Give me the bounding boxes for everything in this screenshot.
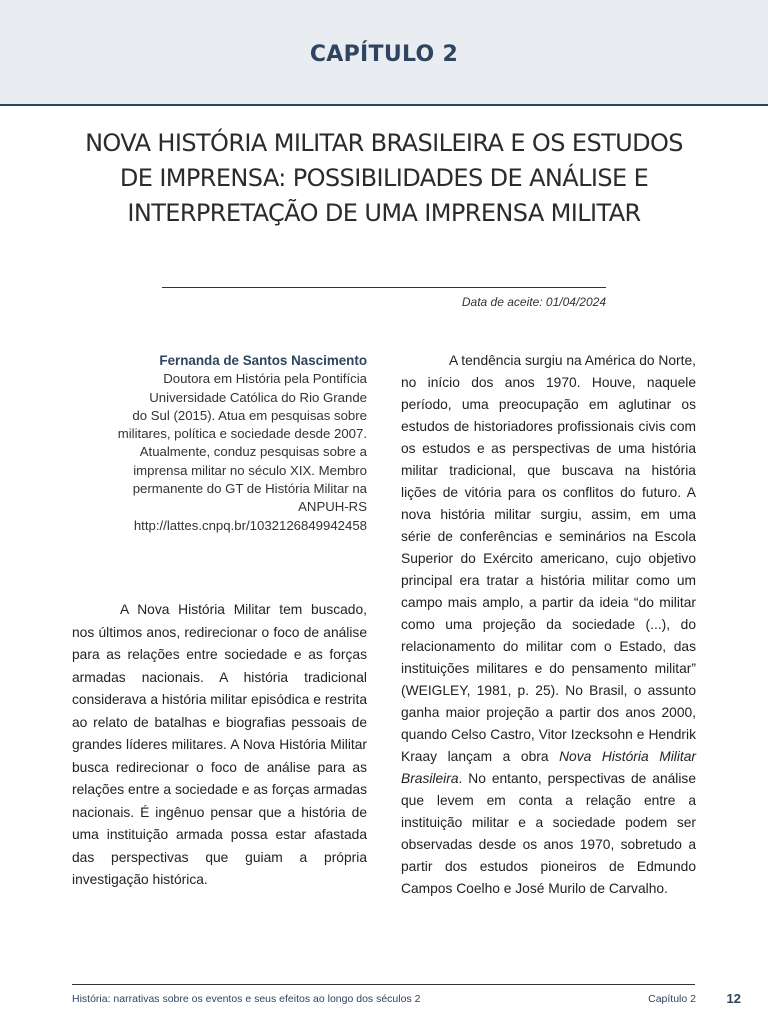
left-column	[72, 599, 367, 892]
author-bio-line: do Sul (2015). Atua em pesquisas sobre	[132, 407, 367, 423]
right-column	[401, 350, 696, 900]
body-paragraph	[401, 350, 696, 900]
chapter-label: CAPÍTULO 2	[309, 42, 459, 67]
acceptance-divider	[162, 287, 606, 288]
footer-chapter: Capítulo 2	[648, 993, 696, 1005]
page-number: 12	[726, 991, 741, 1006]
title-line: NOVA HISTÓRIA MILITAR BRASILEIRA E OS ESTUDOS	[85, 129, 683, 157]
footer-divider	[72, 984, 695, 985]
author-bio-line: imprensa militar no século XIX. Membro	[133, 462, 367, 478]
author-bio-line: Atualmente, conduz pesquisas sobre a	[139, 444, 367, 460]
title-line: DE IMPRENSA: POSSIBILIDADES DE ANÁLISE E	[119, 164, 649, 192]
article-title	[40, 126, 728, 231]
author-bio-line: militares, política e sociedade desde 2007.	[117, 426, 367, 442]
author-lattes-link[interactable]: http://lattes.cnpq.br/1032126849942458	[133, 517, 367, 533]
paragraph-text: . No entanto, perspectivas de análise que levem em conta a relação entre a instituição militar e a sociedade podem ser observadas desde os anos 1970, sobretudo a partir dos estudos pioneiros de Edmundo Campos Coelho e José Murilo de Carvalho.	[401, 771, 696, 896]
author-name: Fernanda de Santos Nascimento	[159, 353, 367, 368]
author-bio-line: permanente do GT de História Militar na	[132, 481, 367, 497]
author-info	[72, 352, 367, 535]
title-line: INTERPRETAÇÃO DE UMA IMPRENSA MILITAR	[127, 199, 641, 227]
author-bio-line: ANPUH-RS	[298, 499, 367, 515]
author-bio-line: Doutora em História pela Pontifícia	[163, 371, 367, 387]
body-paragraph: A Nova História Militar tem buscado, nos últimos anos, redirecionar o foco de análise para as relações entre sociedade e as forças armadas nacionais. A história tradicional considerava a história militar episódica e restrita ao relato de batalhas e biografias pessoais de grandes líderes militares. A Nova História Militar busca redirecionar o foco de análise para as relações entre a sociedade e as forças armadas nacionais. É ingênuo pensar que a história de uma instituição armada possa estar afastada das perspectivas que guiam a própria investigação histórica.	[72, 602, 367, 887]
acceptance-date: Data de aceite: 01/04/2024	[461, 295, 606, 309]
paragraph-text: A tendência surgiu na América do Norte, no início dos anos 1970. Houve, naquele período, uma preocupação em aglutinar os estudos de historiadores profissionais civis com os estudos e as perspectivas de uma história militar tradicional, que buscava na história lições de vitória para os conflitos do futuro. A nova história militar surgiu, assim, em uma série de conferências e seminários na Escola Superior do Exército americano, cujo objetivo principal era tratar a história militar como um campo mais amplo, a partir da ideia “do militar como uma projeção da sociedade (...), do relacionamento do militar com o Estado, das instituições militares e do pensamento militar” (WEIGLEY, 1981, p. 25). No Brasil, o assunto ganha maior projeção a partir dos anos 2000, quando Celso Castro, Vitor Izecksohn e Hendrik Kraay lançam a obra	[401, 353, 696, 764]
chapter-header-band	[0, 0, 768, 106]
footer-book-title: História: narrativas sobre os eventos e seus efeitos ao longo dos séculos 2	[72, 993, 421, 1005]
book-title-italic: Nova História Militar Brasileira	[401, 749, 696, 786]
author-bio-line: Universidade Católica do Rio Grande	[149, 389, 367, 405]
